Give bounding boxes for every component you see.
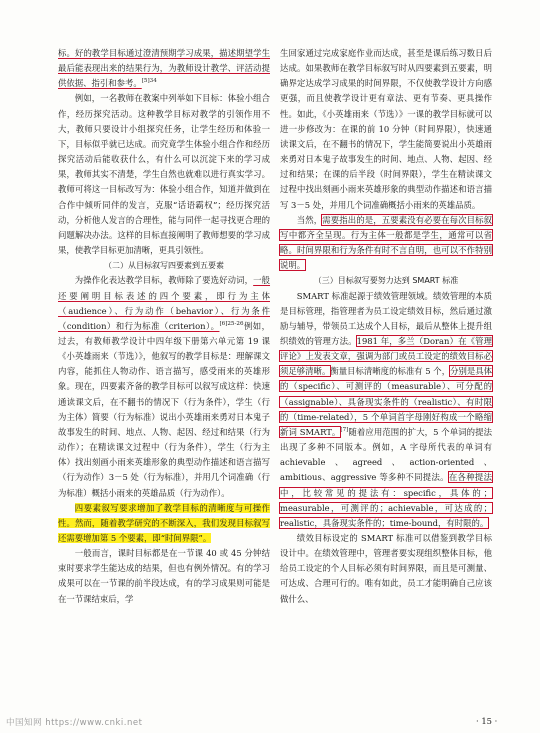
paragraph-2: 例如，一名教师在教案中列举如下目标：体验小组合作，经历探究活动。这种教学目标对教学的引领作用不大，教师只要设计小组探究任务，让学生经历和体验一下，目标似乎就已达成。而究竟学生体验小组合作和经历探究活动后能收获什么，有什么可以沉淀下来的学习成果，教师其实不清楚，学生自然也就难以进行真实学习。教师可将这一目标改写为：体验小组合作，知道并做到在合作中倾听同伴的发言，克服“话语霸权”；经历探究活动，分析他人发言的合理性，能与同伴一起寻找更合理的问题解决办法。这样的目标直接阐明了教师想要的学习成果，使教学目标更加清晰，更具引领性。 <box>58 93 270 256</box>
citation-ref: [6]25-26 <box>219 321 244 328</box>
paragraph-9: 绩效目标设定的 SMART 标准可以借鉴到教学目标设计中。在绩效管理中，管理者要实现组织整体目标，他给员工设定的个人目标必须有时间界限，而且是可测量、可达成、合理可行的。唯有如此，员工才能明确自己应该做什么、 <box>280 533 492 604</box>
boxed-passage: 在各种提法中，比较常见的提法有：specific，具体的；measurable，可测评的；achievable，可达成的；realistic，具备现实条件的；time-bound，有时限的。 <box>280 472 492 528</box>
boxed-passage: 分别是具体的（specific）、可测评的（measurable）、可分配的（assignable）、具备现实条件的（realistic）、有时限的（time-related），5 个单词首字母刚好构成一个略缩新词 SMART。 <box>280 366 493 437</box>
paragraph-7: 当然，需要指出的是，五要素没有必要在每次目标叙写中都齐全呈现。行为主体一般都是学生，通常可以省略。时间界限和行为条件有时不言自明，也可以不作特别说明。 <box>280 214 493 271</box>
paragraph-8: SMART 标准起源于绩效管理领域。绩效管理的本质是目标管理，指管理者为员工设定绩效目标，然后通过激励与辅导，带领员工达成个人目标，最后从整体上提升组织绩效的管理方法。1981 年，多兰（Doran）在《管理评论》上发表文章，强调为部门或员工设定的绩效目标必须足够清晰。衡量目标清晰度的标准有 5 个，分别是具体的（specific）、可测评的（measurable）、可分配的（assignable）、具备现实条件的（realistic）、有时限的（time-related），5 个单词首字母刚好构成一个略缩新词 SMART。[7]随着应用范围的扩大，5 个单词的提法出现了多种不同版本。例如，A 字母所代表的单词有 achievable、agreed、action-oriented、ambitious、aggressive 等多种不同提法。在各种提法中，比较常见的提法有：specific，具体的；measurable，可测评的；achievable，可达成的；realistic，具备现实条件的；time-bound，有时限的。 <box>280 290 493 528</box>
citation-ref: [7] <box>340 427 349 434</box>
underlined-passage: 标。好的教学目标通过澄清预期学习成果，描述期望学生最后能表现出来的结果行为，为教师设计教学、评活动提供依据、指引和参考。 <box>58 48 270 89</box>
watermark: 中国知网 https://www.cnki.net <box>6 718 143 728</box>
underlined-passage: 一般还要阐明目标表述的四个要素，即行为主体（audience）、行为动作（behavior）、行为条件（condition）和行为标准（criterion）。 <box>58 275 271 331</box>
highlighted-passage: 四要素叙写要求增加了教学目标的清晰度与可操作性。然而，随着教学研究的不断深入，我们发现目标叙写还需要增加第 5 个要素，即“时间界限”。 <box>58 502 270 543</box>
right-column <box>280 46 492 607</box>
boxed-passage: 1981 年，多兰（Doran）在《管理评论》上发表文章，强调为部门或员工设定的绩效目标必须足够清晰。 <box>280 335 493 377</box>
section-heading-3: （三）目标叙写要努力达到 SMART 标准 <box>313 276 459 286</box>
page-number: · 15 · <box>476 716 498 726</box>
left-column <box>58 46 270 607</box>
paragraph-3: 为操作化表达教学目标，教师除了要选好动词，一般还要阐明目标表述的四个要素，即行为主体（audience）、行为动作（behavior）、行为条件（condition）和行为标准（criterion）。$^{[6]25-26}$例如，过去，有教师教学设计中四年级下册第六单元第 19 课《小英雄雨来（节选）》，他叙写的教学目标是：理解课文内容，能抓住人物动作、语言描写，感受雨来的英雄形象。现在，四要素齐备的教学目标可以叙写成这样：快速通读课文后，在不翻书的情况下（行为条件），学生（行为主体）简要（行为标准）说出小英雄雨来勇对日本鬼子故事发生的时间、地点、人物、起因、经过和结果（行为动作）；在精读课文过程中（行为条件），学生（行为主体）找出刻画小雨来英雄形象的典型动作描述和语言描写（行为动作）3－5 处（行为标准），并用几个词准确（行为标准）概括小雨来的英雄品质（行为动作）。 <box>58 275 271 498</box>
section-heading-2: （二）从目标叙写四要素到五要素 <box>104 261 224 271</box>
citation-ref: [5]34 <box>141 78 157 85</box>
paragraph-4 <box>58 501 270 546</box>
paragraph-1 <box>58 46 270 91</box>
paragraph-5: 一般而言，课时目标都是在一节课 40 或 45 分钟结束时要求学生能达成的结果，但也有例外情况。有的学习成果可以在一节课的前半段达成，有的学习成果则可能是在一节课结束后，学 <box>58 548 270 604</box>
paragraph-6: 生回家通过完成家庭作业而达成，甚至是课后练习数日后达成。如果教师在教学目标叙写时从四要素到五要素，明确界定达成学习成果的时间界限，不仅使教学设计方向感更强，而且使教学设计更有章法、更有节奏、更具操作性。如此，《小英雄雨来（节选）》一课的教学目标就可以进一步修改为：在课的前 10 分钟（时间界限），快速通读课文后，在不翻书的情况下，学生能简要说出小英雄雨来勇对日本鬼子故事发生的时间、地点、人物、起因、经过和结果；在课的后半段（时间界限），学生在精读课文过程中找出刻画小雨来英雄形象的典型动作描述和语言描写 3－5 处，并用几个词准确概括小雨来的英雄品质。 <box>280 48 492 210</box>
boxed-passage: 需要指出的是，五要素没有必要在每次目标叙写中都齐全呈现。行为主体一般都是学生，通常可以省略。时间界限和行为条件有时不言自明，也可以不作特别说明。 <box>280 214 493 271</box>
